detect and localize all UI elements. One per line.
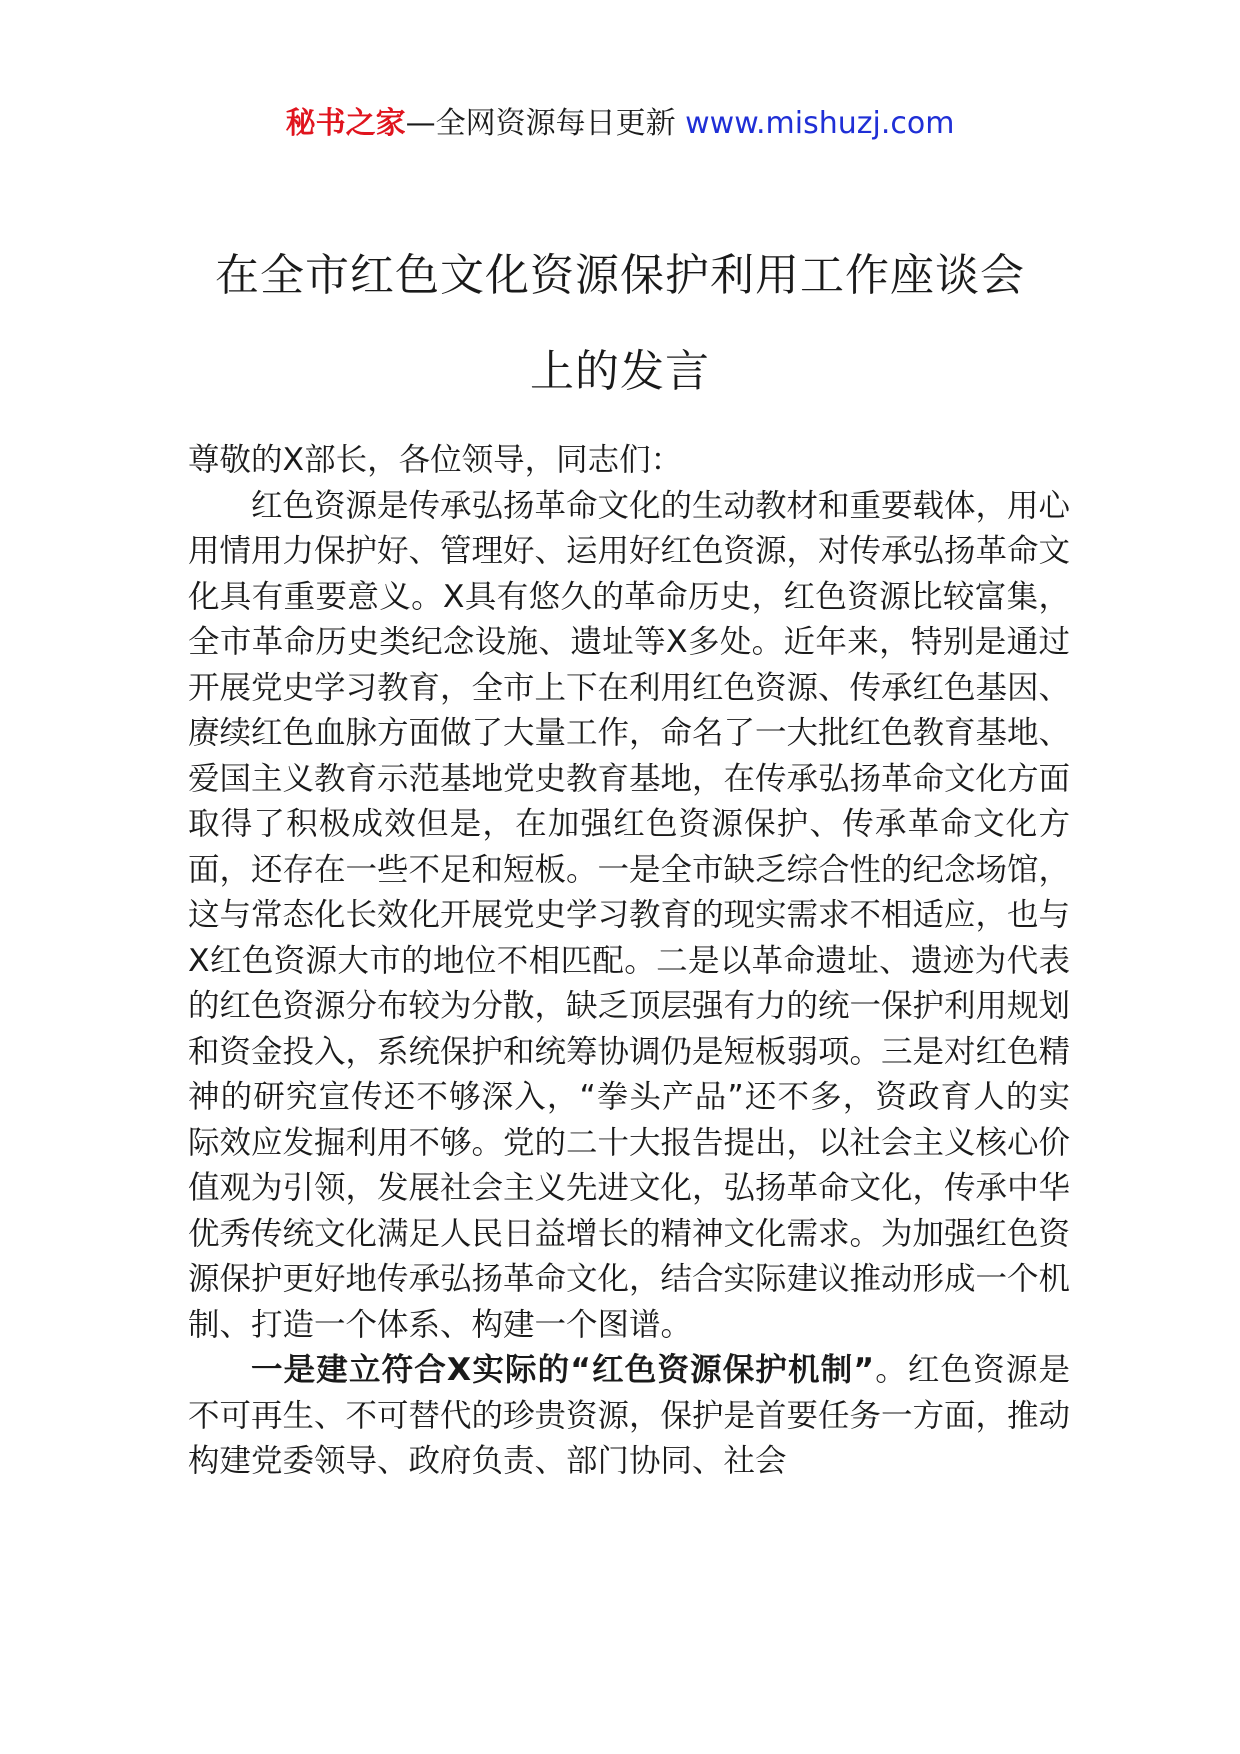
- document-body: [188, 438, 1070, 1485]
- brand-name: 秘书之家: [285, 106, 406, 141]
- title-line-1: 在全市红色文化资源保护利用工作座谈会: [215, 250, 1025, 301]
- paragraph-1: 红色资源是传承弘扬革命文化的生动教材和重要载体，用心用情用力保护好、管理好、运用好红色资源，对传承弘扬革命文化具有重要意义。X具有悠久的革命历史，红色资源比较富集，全市革命历史类纪念设施、遗址等X多处。近年来，特别是通过开展党史学习教育，全市上下在利用红色资源、传承红色基因、赓续红色血脉方面做了大量工作，命名了一大批红色教育基地、爱国主义教育示范基地党史教育基地，在传承弘扬革命文化方面取得了积极成效但是，在加强红色资源保护、传承革命文化方面，还存在一些不足和短板。一是全市缺乏综合性的纪念场馆，这与常态化长效化开展党史学习教育的现实需求不相适应，也与X红色资源大市的地位不相匹配。二是以革命遗址、遗迹为代表的红色资源分布较为分散，缺乏顶层强有力的统一保护利用规划和资金投入，系统保护和统筹协调仍是短板弱项。三是对红色精神的研究宣传还不够深入，“拳头产品”还不多，资政育人的实际效应发掘利用不够。党的二十大报告提出，以社会主义核心价值观为引领，发展社会主义先进文化，弘扬革命文化，传承中华优秀传统文化满足人民日益增长的精神文化需求。为加强红色资源保护更好地传承弘扬革命文化，结合实际建议推动形成一个机制、打造一个体系、构建一个图谱。: [188, 487, 1071, 1343]
- paragraph-2-rest: 。红色资源是不可再生、不可替代的珍贵资源，保护是首要任务一方面，推动构建党委领导、政府负责、部门协同、社会: [188, 1352, 1071, 1479]
- title-line-2: 上的发言: [530, 346, 710, 397]
- site-header: [0, 100, 1240, 148]
- header-slogan: —全网资源每日更新: [405, 106, 676, 141]
- document-title: [180, 228, 1060, 420]
- salutation: 尊敬的X部长，各位领导，同志们：: [188, 442, 683, 478]
- site-url-link[interactable]: www.mishuzj.com: [685, 106, 955, 141]
- paragraph-2-lead: 一是建立符合X实际的“红色资源保护机制”: [251, 1352, 875, 1388]
- paragraph-2: [188, 1348, 1070, 1485]
